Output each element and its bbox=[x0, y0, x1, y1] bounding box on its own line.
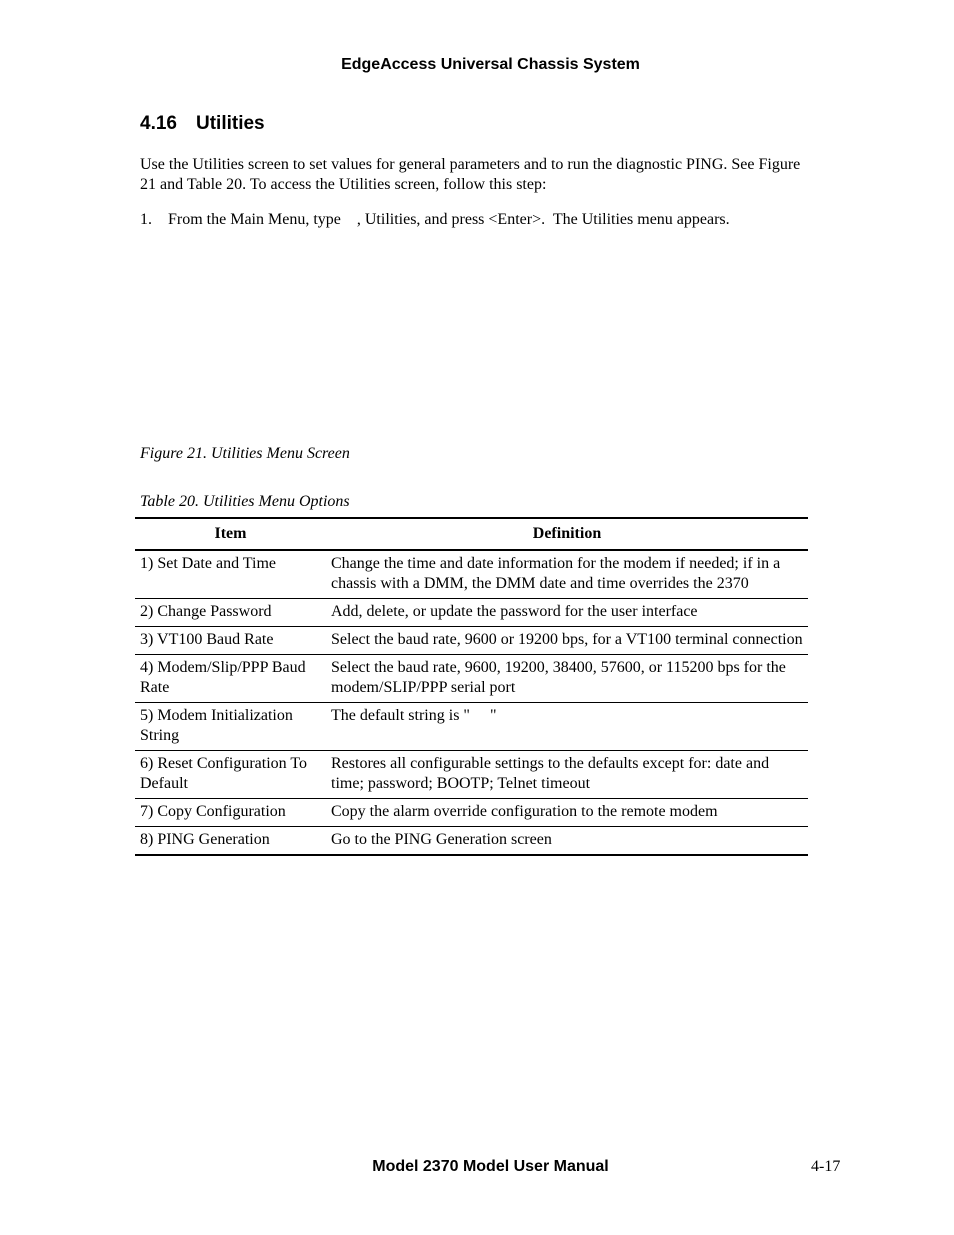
table-caption: Table 20. Utilities Menu Options bbox=[140, 493, 350, 510]
table-row bbox=[135, 599, 808, 627]
row-item: 8) PING Generation bbox=[140, 831, 270, 848]
table-row bbox=[135, 799, 808, 827]
row-definition: Copy the alarm override configuration to the remote modem bbox=[326, 799, 808, 827]
row-item: 7) Copy Configuration bbox=[135, 799, 326, 827]
table-header-row bbox=[135, 518, 808, 550]
row-definition: Select the baud rate, 9600, 19200, 38400, 57600, or 115200 bps for the modem/SLIP/PPP serial port bbox=[326, 655, 808, 703]
row-definition: Add, delete, or update the password for the user interface bbox=[326, 599, 808, 627]
section-title: Utilities bbox=[196, 113, 265, 134]
running-header: EdgeAccess Universal Chassis System bbox=[341, 56, 640, 73]
row-definition: The default string is " " bbox=[326, 703, 808, 751]
section-heading bbox=[140, 113, 265, 135]
row-definition: Select the baud rate, 9600 or 19200 bps, for a VT100 terminal connection bbox=[326, 627, 808, 655]
section-number: 4.16 bbox=[140, 113, 177, 134]
column-header-definition: Definition bbox=[326, 518, 808, 550]
row-item: 1) Set Date and Time bbox=[135, 550, 326, 599]
row-item: 3) VT100 Baud Rate bbox=[135, 627, 326, 655]
table-row bbox=[135, 550, 808, 599]
procedure-step bbox=[140, 210, 820, 230]
row-item: 4) Modem/Slip/PPP Baud Rate bbox=[135, 655, 326, 703]
intro-paragraph: Use the Utilities screen to set values for general parameters and to run the diagnostic PING. See Figure 21 and Table 20. To access the Utilities screen, follow this step: bbox=[140, 156, 801, 193]
figure-placeholder bbox=[140, 240, 808, 430]
figure-caption: Figure 21. Utilities Menu Screen bbox=[140, 445, 350, 462]
row-definition: Change the time and date information for the modem if needed; if in a chassis with a DMM, the DMM date and time overrides the 2370 bbox=[326, 550, 808, 599]
table-row bbox=[135, 655, 808, 703]
table-row bbox=[135, 827, 808, 856]
table-row bbox=[135, 703, 808, 751]
row-item: 5) Modem Initialization String bbox=[135, 703, 326, 751]
utilities-options-table bbox=[135, 517, 808, 856]
row-item: 6) Reset Configuration To Default bbox=[135, 751, 326, 799]
row-definition: Go to the PING Generation screen bbox=[331, 831, 552, 848]
row-item: 2) Change Password bbox=[135, 599, 326, 627]
footer-title: Model 2370 Model User Manual bbox=[372, 1158, 609, 1175]
row-definition: Restores all configurable settings to the defaults except for: date and time; password; BOOTP; Telnet timeout bbox=[326, 751, 808, 799]
column-header-item: Item bbox=[135, 518, 326, 550]
table-row bbox=[135, 627, 808, 655]
table-row bbox=[135, 751, 808, 799]
step-number: 1. bbox=[140, 211, 152, 228]
step-text: From the Main Menu, type , Utilities, and press <Enter>. The Utilities menu appears. bbox=[168, 211, 730, 228]
page-number: 4-17 bbox=[811, 1158, 841, 1175]
